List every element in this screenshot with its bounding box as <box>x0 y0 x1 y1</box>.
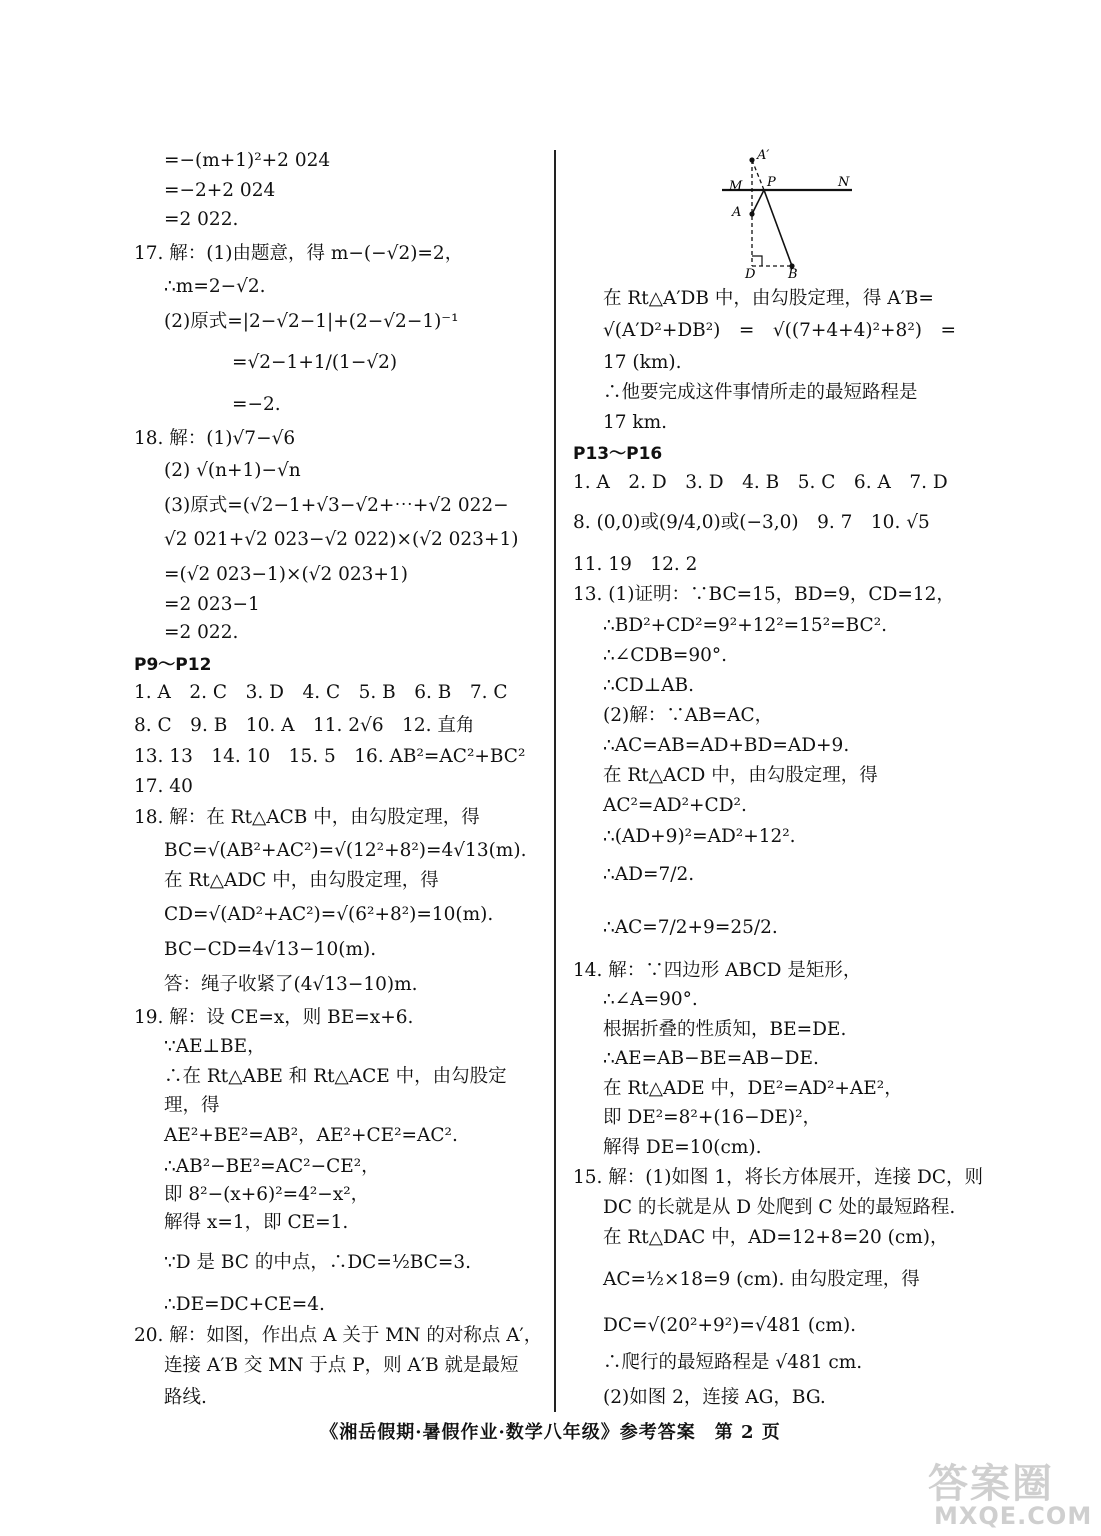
answer-line: 答：绳子收紧了(4√13−10)m. <box>164 974 418 995</box>
answer-line: 即 DE²=8²+(16−DE)²， <box>603 1107 822 1128</box>
answer-line: ∴(AD+9)²=AD²+12². <box>603 826 796 847</box>
answer-line: 在 Rt△ADC 中，由勾股定理，得 <box>164 870 439 891</box>
answer-line: ∴BD²+CD²=9²+12²=15²=BC². <box>603 615 888 636</box>
label-b: B <box>788 267 798 280</box>
answer-line: 15. 解：(1)如图 1，将长方体展开，连接 DC，则 <box>573 1167 984 1188</box>
section-heading: P9～P12 <box>134 655 212 675</box>
answer-line: DC 的长就是从 D 处爬到 C 处的最短路程. <box>603 1197 956 1218</box>
answer-line: AC=½×18=9 (cm). 由勾股定理，得 <box>603 1269 920 1290</box>
answer-line: ∴爬行的最短路程是 √481 cm. <box>603 1352 863 1373</box>
label-a-prime: A′ <box>757 148 770 163</box>
shortest-path-figure <box>720 146 870 280</box>
a-prime-p-dashed-line <box>752 160 764 190</box>
label-a: A <box>732 205 742 220</box>
answer-line: 13. (1)证明：∵BC=15，BD=9，CD=12， <box>573 584 955 605</box>
answer-line: 1. A 2. D 3. D 4. B 5. C 6. A 7. D <box>573 472 948 493</box>
answer-line: 理，得 <box>164 1095 220 1116</box>
answer-line: (2)原式=|2−√2−1|+(2−√2−1)⁻¹ <box>164 311 459 332</box>
answer-line: ∴DE=DC+CE=4. <box>164 1294 325 1315</box>
section-heading: P13～P16 <box>573 444 663 464</box>
answer-line: =2 023−1 <box>164 594 260 615</box>
point-a-prime <box>749 157 754 162</box>
answer-line: ∴AE=AB−BE=AB−DE. <box>603 1048 819 1069</box>
right-angle-mark <box>752 256 762 266</box>
answer-line: 在 Rt△ADE 中，DE²=AD²+AE²， <box>603 1078 903 1099</box>
answer-line: √(A′D²+DB²) = √((7+4+4)²+8²) = <box>603 320 956 341</box>
answer-line: BC−CD=4√13−10(m). <box>164 939 377 960</box>
watermark-logo: 答案圈 <box>928 1461 1054 1507</box>
answer-line: 在 Rt△A′DB 中，由勾股定理，得 A′B= <box>603 288 934 309</box>
answer-line: ∴∠A=90°. <box>603 989 698 1010</box>
answer-line: ∴∠CDB=90°. <box>603 645 728 666</box>
answer-line: AC²=AD²+CD². <box>603 795 747 816</box>
answer-line: ∴CD⊥AB. <box>603 675 694 696</box>
answer-line: 19. 解：设 CE=x，则 BE=x+6. <box>134 1007 414 1028</box>
answer-line: ∴AC=AB=AD+BD=AD+9. <box>603 735 850 756</box>
answer-line: 根据折叠的性质知，BE=DE. <box>603 1019 847 1040</box>
answer-line: ∵AE⊥BE， <box>164 1036 266 1057</box>
label-p: P <box>767 175 776 190</box>
answer-line: =−2+2 024 <box>164 180 276 201</box>
answer-line: (3)原式=(√2−1+√3−√2+⋯+√2 022− <box>164 495 509 516</box>
watermark-url: MXQE.COM <box>934 1502 1093 1530</box>
answer-line: 17 (km). <box>603 352 682 373</box>
answer-line: ∴AB²−BE²=AC²−CE²， <box>164 1156 380 1177</box>
answer-line: =−(m+1)²+2 024 <box>164 150 331 171</box>
answer-line: DC=√(20²+9²)=√481 (cm). <box>603 1315 857 1336</box>
answer-line: =(√2 023−1)×(√2 023+1) <box>164 564 408 585</box>
answer-line: 8. (0,0)或(9/4,0)或(−3,0) 9. 7 10. √5 <box>573 512 930 533</box>
answer-line: 20. 解：如图，作出点 A 关于 MN 的对称点 A′， <box>134 1325 543 1346</box>
answer-line: 8. C 9. B 10. A 11. 2√6 12. 直角 <box>134 715 475 736</box>
answer-line: 1. A 2. C 3. D 4. C 5. B 6. B 7. C <box>134 682 508 703</box>
answer-line: 解得 x=1，即 CE=1. <box>164 1212 349 1233</box>
label-d: D <box>745 267 756 280</box>
answer-line: 连接 A′B 交 MN 于点 P，则 A′B 就是最短 <box>164 1355 519 1376</box>
answer-line: AE²+BE²=AB²，AE²+CE²=AC². <box>164 1125 458 1146</box>
answer-line: 18. 解：在 Rt△ACB 中，由勾股定理，得 <box>134 807 480 828</box>
answer-line: ∴在 Rt△ABE 和 Rt△ACE 中，由勾股定 <box>164 1066 507 1087</box>
answer-line: BC=√(AB²+AC²)=√(12²+8²)=4√13(m). <box>164 840 527 861</box>
answer-line: 18. 解：(1)√7−√6 <box>134 428 296 449</box>
pb-line <box>764 190 792 266</box>
answer-line: =√2−1+1/(1−√2) <box>232 352 398 373</box>
answer-line: (2)解：∵AB=AC， <box>603 705 774 726</box>
answer-line: (2) √(n+1)−√n <box>164 460 301 481</box>
ap-line <box>752 190 764 214</box>
answer-line: 17 km. <box>603 412 668 433</box>
answer-line: (2)如图 2，连接 AG，BG. <box>603 1387 826 1408</box>
answer-line: 11. 19 12. 2 <box>573 554 698 575</box>
answer-line: 17. 40 <box>134 776 193 797</box>
label-m: M <box>729 179 743 194</box>
answer-line: 即 8²−(x+6)²=4²−x²， <box>164 1184 370 1205</box>
answer-line: 14. 解：∵四边形 ABCD 是矩形， <box>573 960 862 981</box>
answer-line: =2 022. <box>164 209 239 230</box>
label-n: N <box>838 175 850 190</box>
answer-line: =−2. <box>232 394 281 415</box>
answer-line: √2 021+√2 023−√2 022)×(√2 023+1) <box>164 529 519 550</box>
answer-line: 17. 解：(1)由题意，得 m−(−√2)=2， <box>134 243 464 264</box>
answer-line: ∵D 是 BC 的中点，∴DC=½BC=3. <box>164 1252 472 1273</box>
answer-line: CD=√(AD²+AC²)=√(6²+8²)=10(m). <box>164 904 494 925</box>
watermark <box>928 1452 1098 1532</box>
answer-line: 在 Rt△DAC 中，AD=12+8=20 (cm)， <box>603 1227 949 1248</box>
answer-line: ∴AD=7/2. <box>603 864 695 885</box>
answer-line: 解得 DE=10(cm). <box>603 1137 762 1158</box>
answer-line: ∴AC=7/2+9=25/2. <box>603 917 778 938</box>
answer-line: 13. 13 14. 10 15. 5 16. AB²=AC²+BC² <box>134 746 526 767</box>
answer-line: 路线. <box>164 1387 207 1408</box>
answer-line: ∴他要完成这件事情所走的最短路程是 <box>603 382 918 403</box>
answer-line: =2 022. <box>164 622 239 643</box>
page-footer: 《湘岳假期·暑假作业·数学八年级》参考答案 第 2 页 <box>320 1422 781 1443</box>
point-a <box>749 211 754 216</box>
column-divider <box>554 150 556 1412</box>
answer-line: ∴m=2−√2. <box>164 276 266 297</box>
answer-line: 在 Rt△ACD 中，由勾股定理，得 <box>603 765 878 786</box>
